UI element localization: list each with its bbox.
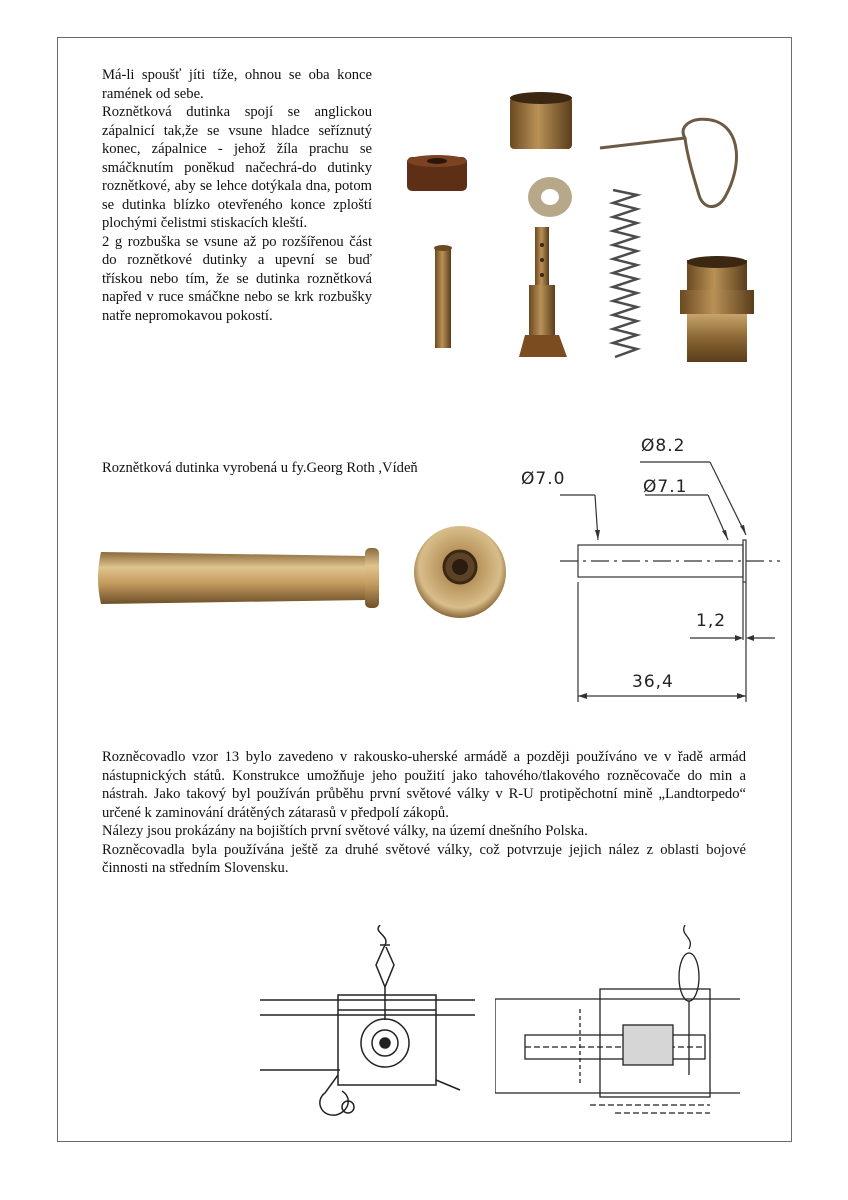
knurled-nut bbox=[407, 155, 467, 191]
dim-diameter-7-1: Ø7.1 bbox=[643, 477, 688, 497]
brass-tube-photo bbox=[95, 542, 385, 614]
paragraph-3: 2 g rozbuška se vsune až po rozšířenou část do roznětkové dutinky a upevní se buď třískou nebo tím, že se dutinka roznětková napřed v ruce smáčkne nebo se krk rozbušky natře nepromokavou pokostí. bbox=[102, 233, 372, 324]
spring bbox=[613, 190, 637, 357]
dim-36-4: 36,4 bbox=[632, 672, 674, 692]
safety-pin bbox=[600, 119, 736, 206]
fuze-drawing-right bbox=[495, 925, 740, 1125]
thin-tube bbox=[434, 245, 452, 348]
paragraph-1: Má-li spoušť jíti tíže, ohnou se oba konce ramének od sebe. bbox=[102, 67, 372, 102]
top-text-block bbox=[102, 66, 372, 325]
washer bbox=[528, 177, 572, 217]
fuze-drawing-left bbox=[260, 925, 490, 1125]
lower-text-block bbox=[102, 748, 746, 878]
dim-1-2: 1,2 bbox=[696, 611, 727, 631]
paragraph-5: Nálezy jsou prokázány na bojištích první světové války, na území dnešního Polska. bbox=[102, 823, 588, 839]
tube-end-photo bbox=[410, 522, 510, 622]
paragraph-2: Roznětková dutinka spojí se anglickou zápalnicí tak,že se vsune hladce seříznutý konec, zápalnice - jehož žíla prachu se smáčknutím poněkud načechrá-do dutinky roznětkové, aby se lehce dotýkala dna, potom se dutinka blízko otevřeného konce zploští plochými čelistmi stiskacích kleští. bbox=[102, 104, 372, 231]
brass-sleeve bbox=[510, 92, 572, 149]
parts-photo bbox=[395, 85, 765, 375]
paragraph-6: Rozněcovadla byla používána ještě za druhé světové války, což potvrzuje jejich nález z oblasti bojové činnosti na středním Slovensku. bbox=[102, 841, 746, 876]
paragraph-4: Rozněcovadlo vzor 13 bylo zavedeno v rakousko-uherské armádě a později používáno ve v řadě armád nástupnických států. Konstrukce umožňuje jeho použití jako tahového/tlakového rozněcovače do min a nástrah. Jako takový byl používán průběhu první světové války v R-U protipěchotní mině „Landtorpedo“ určené k zaminování drátěných zátarasů v předpolí zákopů. bbox=[102, 749, 746, 821]
dim-diameter-8-2: Ø8.2 bbox=[641, 436, 686, 456]
striker bbox=[519, 227, 567, 357]
dim-diameter-7-0: Ø7.0 bbox=[521, 469, 566, 489]
threaded-body bbox=[680, 256, 754, 362]
photo-caption: Roznětková dutinka vyrobená u fy.Georg Roth ,Vídeň bbox=[102, 460, 418, 476]
